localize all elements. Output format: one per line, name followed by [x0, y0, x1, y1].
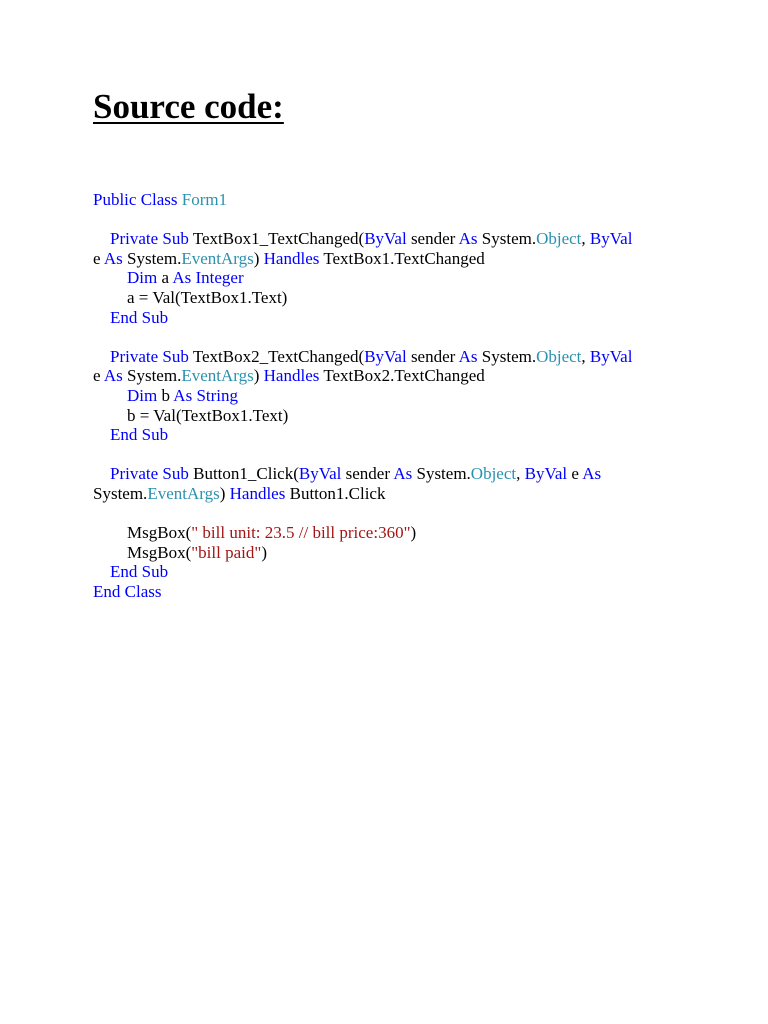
code-keyword: ByVal: [364, 346, 407, 366]
code-line: [93, 386, 693, 406]
code-keyword: As: [458, 229, 478, 249]
code-text: sender: [406, 346, 459, 366]
code-type-name: Object: [536, 346, 582, 366]
code-keyword: As: [103, 366, 123, 386]
code-text: sender: [341, 464, 394, 484]
code-text: [93, 562, 110, 581]
code-keyword: Private Sub: [110, 346, 193, 366]
code-text: ,: [516, 464, 525, 484]
code-text: ,: [581, 346, 590, 366]
code-text: System.: [93, 483, 148, 503]
code-keyword: ByVal: [298, 464, 342, 484]
code-text: sender: [406, 229, 459, 249]
code-text: System.: [477, 346, 537, 366]
code-text: e: [93, 366, 104, 386]
code-type-name: EventArgs: [147, 483, 220, 503]
code-keyword: Private Sub: [110, 229, 193, 249]
code-text: [93, 386, 127, 405]
code-text: b: [157, 385, 174, 405]
code-keyword: As: [393, 464, 413, 484]
code-text: System.: [122, 248, 182, 268]
code-blank-line: [93, 504, 693, 524]
source-code-block: [93, 190, 693, 601]
code-line: [93, 562, 693, 582]
code-text: System.: [477, 229, 537, 249]
code-line: [93, 484, 693, 504]
code-keyword: As: [103, 248, 123, 268]
code-text: [93, 425, 110, 444]
code-blank-line: [93, 210, 693, 230]
code-text: TextBox2.TextChanged: [319, 366, 485, 386]
code-line: [93, 406, 693, 426]
code-type-name: Object: [470, 464, 517, 484]
code-text: e: [567, 464, 583, 484]
code-keyword: Public Class: [93, 190, 182, 209]
code-text: System.: [122, 366, 182, 386]
code-text: ): [253, 248, 264, 268]
code-line: [93, 229, 693, 249]
code-text: [93, 347, 110, 366]
code-text: MsgBox(: [93, 523, 192, 543]
code-keyword: As String: [173, 385, 239, 405]
code-keyword: Handles: [229, 483, 286, 503]
code-keyword: Dim: [127, 385, 158, 405]
code-type-name: EventArgs: [181, 248, 254, 268]
code-text: MsgBox(: [93, 542, 192, 562]
code-string: " bill unit: 23.5 // bill price:360": [191, 523, 411, 543]
code-keyword: End Sub: [110, 425, 169, 445]
code-text: ): [410, 523, 417, 543]
code-keyword: As: [458, 346, 478, 366]
code-line: [93, 464, 693, 484]
code-text: ): [253, 366, 264, 386]
code-line: [93, 523, 693, 543]
code-keyword: As: [582, 464, 602, 484]
code-keyword: Private Sub: [110, 464, 194, 484]
code-text: [93, 268, 127, 287]
code-text: TextBox1_TextChanged(: [192, 229, 365, 249]
code-line: [93, 582, 693, 602]
code-text: [93, 308, 110, 327]
code-text: [93, 464, 110, 483]
code-line: [93, 543, 693, 563]
code-keyword: End Sub: [110, 307, 169, 327]
code-type-name: Object: [536, 229, 582, 249]
code-keyword: Dim: [127, 268, 158, 288]
code-line: [93, 425, 693, 445]
code-line: [93, 288, 693, 308]
code-text: a = Val(TextBox1.Text): [93, 287, 288, 307]
code-keyword: Handles: [263, 366, 320, 386]
code-keyword: ByVal: [589, 346, 633, 366]
code-text: ,: [581, 229, 590, 249]
code-text: a: [157, 268, 173, 288]
code-line: [93, 347, 693, 367]
code-line: [93, 249, 693, 269]
code-keyword: Handles: [263, 248, 320, 268]
code-text: System.: [412, 464, 471, 484]
code-line: [93, 190, 693, 210]
code-keyword: ByVal: [589, 229, 633, 249]
code-text: TextBox2_TextChanged(: [192, 346, 365, 366]
code-blank-line: [93, 445, 693, 465]
code-line: [93, 308, 693, 328]
code-text: Button1.Click: [285, 483, 386, 503]
code-keyword: ByVal: [364, 229, 407, 249]
code-keyword: End Class: [93, 581, 162, 601]
code-keyword: End Sub: [110, 562, 169, 582]
code-text: e: [93, 248, 104, 268]
code-text: Button1_Click(: [193, 464, 299, 484]
code-keyword: ByVal: [524, 464, 568, 484]
code-text: [93, 229, 110, 248]
code-line: [93, 366, 693, 386]
code-text: TextBox1.TextChanged: [319, 248, 485, 268]
code-type-name: Form1: [181, 190, 228, 209]
page-title: Source code:: [93, 87, 284, 126]
code-type-name: EventArgs: [181, 366, 254, 386]
code-text: ): [219, 483, 230, 503]
code-blank-line: [93, 327, 693, 347]
code-text: b = Val(TextBox1.Text): [93, 405, 289, 425]
code-keyword: As Integer: [172, 268, 244, 288]
code-line: [93, 268, 693, 288]
code-text: ): [261, 542, 267, 562]
code-string: "bill paid": [191, 542, 262, 562]
